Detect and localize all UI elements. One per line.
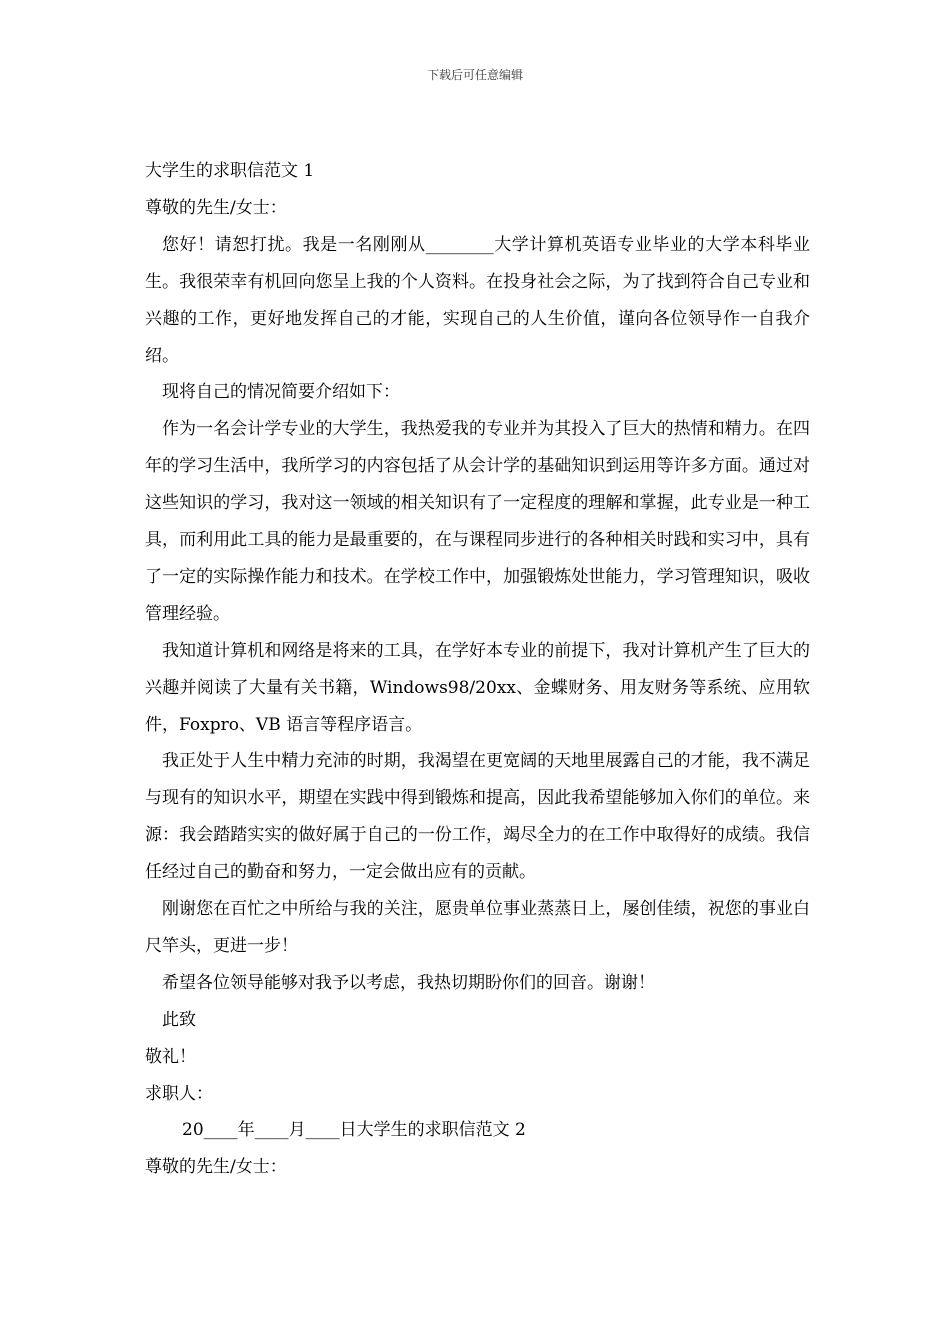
second-letter-salutation: 尊敬的先生/女士： bbox=[145, 1157, 287, 1178]
paragraph-computer: 我知道计算机和网络是将来的工具，在学好本专业的前提下，我对计算机产生了巨大的兴趣并阅读了大量有关书籍，Windows98/20xx、金蝶财务、用友财务等系统、应用软件，Foxpro、VB 语言等程序语言。 bbox=[145, 640, 810, 735]
salutation: 尊敬的先生/女士： bbox=[145, 197, 287, 218]
date-line: 20____年____月____日大学生的求职信范文 2 bbox=[182, 1120, 526, 1141]
closing-line-1: 此致 bbox=[162, 1009, 196, 1030]
closing-line-2: 敬礼！ bbox=[145, 1046, 196, 1067]
paragraph-intro: 您好！请恕打扰。我是一名刚刚从________大学计算机英语专业毕业的大学本科毕业生。我很荣幸有机回向您呈上我的个人资料。在投身社会之际，为了找到符合自己专业和兴趣的工作，更好地发挥自己的才能，实现自己的人生价值，谨向各位领导作一自我介绍。 bbox=[145, 234, 810, 366]
paragraph-major: 作为一名会计学专业的大学生，我热爱我的专业并为其投入了巨大的热情和精力。在四年的学习生活中，我所学习的内容包括了从会计学的基础知识到运用等许多方面。通过对这些知识的学习，我对这一领域的相关知识有了一定程度的理解和掌握，此专业是一种工具，而利用此工具的能力是最重要的，在与课程同步进行的各种相关时践和实习中，具有了一定的实际操作能力和技术。在学校工作中，加强锻炼处世能力，学习管理知识，吸收管理经验。 bbox=[145, 419, 810, 624]
page-header-note: 下载后可任意编辑 bbox=[426, 68, 523, 82]
signature-label: 求职人： bbox=[145, 1083, 213, 1104]
letter-body bbox=[145, 153, 810, 1186]
paragraph-hope: 希望各位领导能够对我予以考虑，我热切期盼你们的回音。谢谢！ bbox=[162, 972, 655, 993]
paragraph-overview: 现将自己的情况简要介绍如下： bbox=[162, 382, 400, 403]
paragraph-thanks: 刚谢您在百忙之中所给与我的关注，愿贵单位事业蒸蒸日上，屡创佳绩，祝您的事业白尺竿头，更进一步！ bbox=[145, 899, 810, 956]
paragraph-ambition: 我正处于人生中精力充沛的时期，我渴望在更宽阔的天地里展露自己的才能，我不满足与现有的知识水平，期望在实践中得到锻炼和提高，因此我希望能够加入你们的单位。来源：我会踏踏实实的做好属于自己的一份工作，竭尽全力的在工作中取得好的成绩。我信任经过自己的勤奋和努力，一定会做出应有的贡献。 bbox=[145, 751, 810, 883]
letter-title: 大学生的求职信范文 1 bbox=[145, 161, 315, 181]
